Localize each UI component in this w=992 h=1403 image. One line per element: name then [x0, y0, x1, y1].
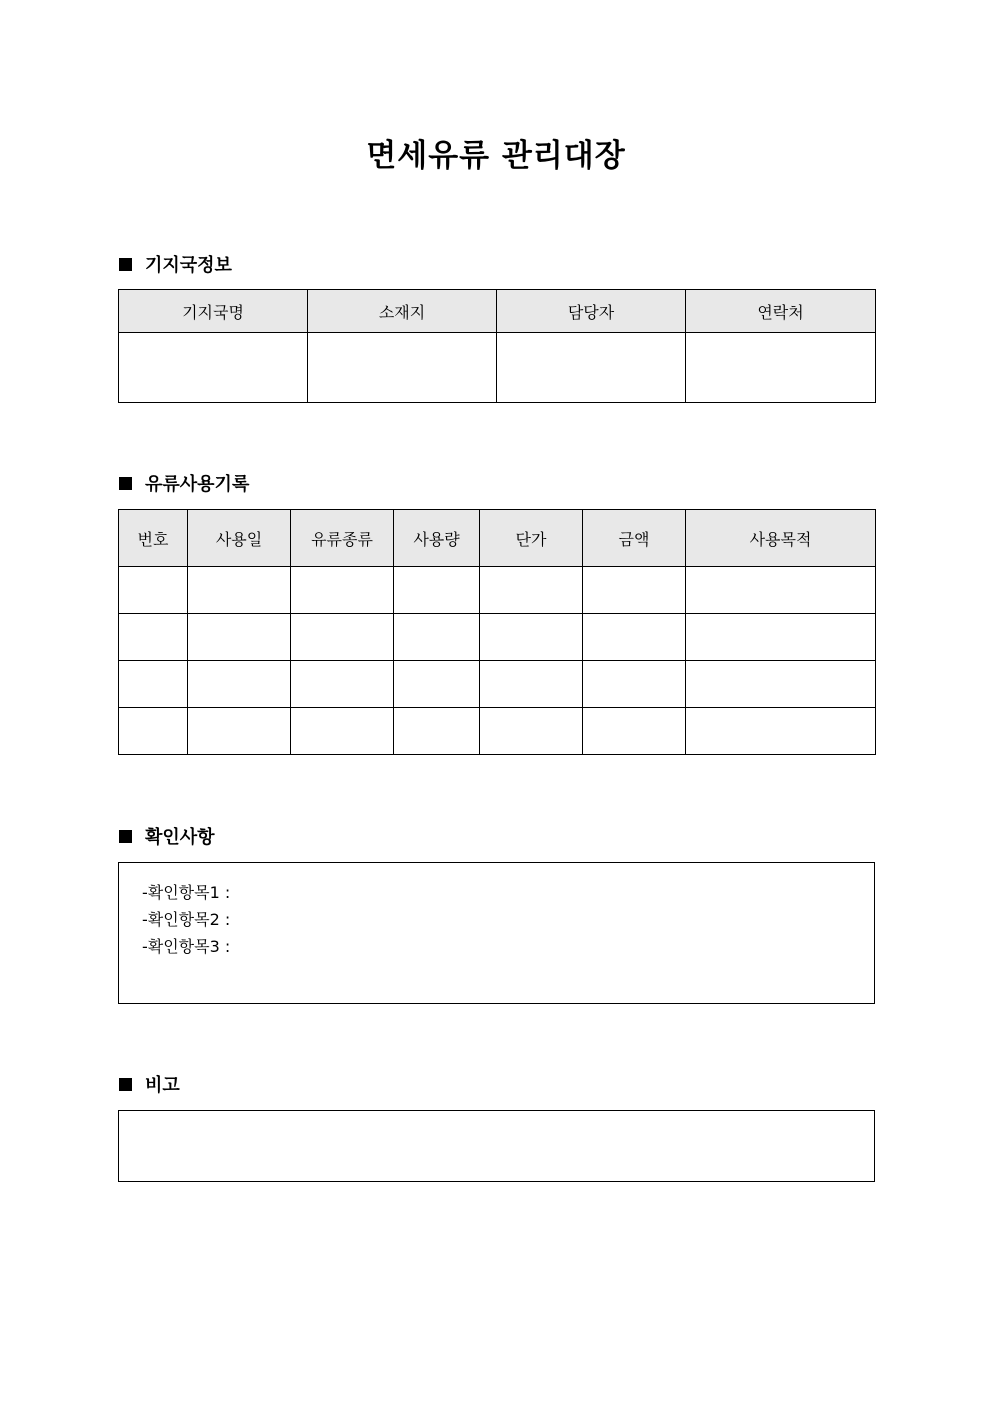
- section-heading-check: [119, 823, 215, 849]
- table-cell[interactable]: [394, 708, 480, 755]
- table-cell[interactable]: [394, 661, 480, 708]
- table-cell[interactable]: [291, 567, 394, 614]
- table-cell[interactable]: [394, 614, 480, 661]
- table-cell[interactable]: [188, 708, 291, 755]
- section-heading-label: 확인사항: [145, 827, 215, 848]
- header-amount-used: 사용량: [394, 510, 480, 567]
- square-bullet-icon: [119, 477, 132, 490]
- table-cell[interactable]: [480, 708, 583, 755]
- table-cell[interactable]: [583, 614, 686, 661]
- check-item-1: -확인항목1 :: [142, 883, 231, 902]
- header-date: 사용일: [188, 510, 291, 567]
- section-heading-fuel: [119, 470, 249, 496]
- header-total: 금액: [583, 510, 686, 567]
- table-row: [119, 708, 876, 755]
- check-items-box: [118, 862, 875, 1004]
- header-unit-price: 단가: [480, 510, 583, 567]
- table-cell[interactable]: [583, 708, 686, 755]
- table-cell[interactable]: [480, 661, 583, 708]
- table-header-row: [119, 290, 876, 333]
- manager-cell[interactable]: [497, 333, 686, 403]
- square-bullet-icon: [119, 1078, 132, 1091]
- section-heading-label: 기지국정보: [145, 255, 232, 276]
- check-item-3: -확인항목3 :: [142, 937, 231, 956]
- table-cell[interactable]: [394, 567, 480, 614]
- station-name-cell[interactable]: [119, 333, 308, 403]
- table-cell[interactable]: [686, 567, 876, 614]
- table-cell[interactable]: [480, 614, 583, 661]
- section-heading-remarks: [119, 1071, 180, 1097]
- table-cell[interactable]: [583, 661, 686, 708]
- table-cell[interactable]: [119, 661, 188, 708]
- fuel-usage-table: [118, 509, 876, 755]
- table-cell[interactable]: [291, 661, 394, 708]
- table-row: [119, 567, 876, 614]
- header-manager: 담당자: [497, 290, 686, 333]
- table-row: [119, 333, 876, 403]
- remarks-box[interactable]: [118, 1110, 875, 1182]
- table-cell[interactable]: [188, 614, 291, 661]
- page-title: 면세유류 관리대장: [366, 138, 626, 174]
- table-cell[interactable]: [686, 614, 876, 661]
- section-heading-label: 비고: [145, 1075, 180, 1096]
- table-cell[interactable]: [583, 567, 686, 614]
- check-item-2: -확인항목2 :: [142, 910, 231, 929]
- table-cell[interactable]: [188, 661, 291, 708]
- contact-cell[interactable]: [686, 333, 876, 403]
- header-fuel-type: 유류종류: [291, 510, 394, 567]
- location-cell[interactable]: [308, 333, 497, 403]
- table-cell[interactable]: [119, 708, 188, 755]
- header-purpose: 사용목적: [686, 510, 876, 567]
- header-contact: 연락처: [686, 290, 876, 333]
- header-station-name: 기지국명: [119, 290, 308, 333]
- header-location: 소재지: [308, 290, 497, 333]
- table-row: [119, 661, 876, 708]
- table-cell[interactable]: [291, 708, 394, 755]
- station-info-table: [118, 289, 876, 403]
- table-cell[interactable]: [119, 567, 188, 614]
- section-heading-station: [119, 251, 232, 277]
- table-cell[interactable]: [480, 567, 583, 614]
- header-number: 번호: [119, 510, 188, 567]
- table-cell[interactable]: [119, 614, 188, 661]
- table-cell[interactable]: [188, 567, 291, 614]
- square-bullet-icon: [119, 830, 132, 843]
- square-bullet-icon: [119, 258, 132, 271]
- table-cell[interactable]: [291, 614, 394, 661]
- table-header-row: [119, 510, 876, 567]
- table-row: [119, 614, 876, 661]
- table-cell[interactable]: [686, 708, 876, 755]
- table-cell[interactable]: [686, 661, 876, 708]
- section-heading-label: 유류사용기록: [145, 474, 250, 495]
